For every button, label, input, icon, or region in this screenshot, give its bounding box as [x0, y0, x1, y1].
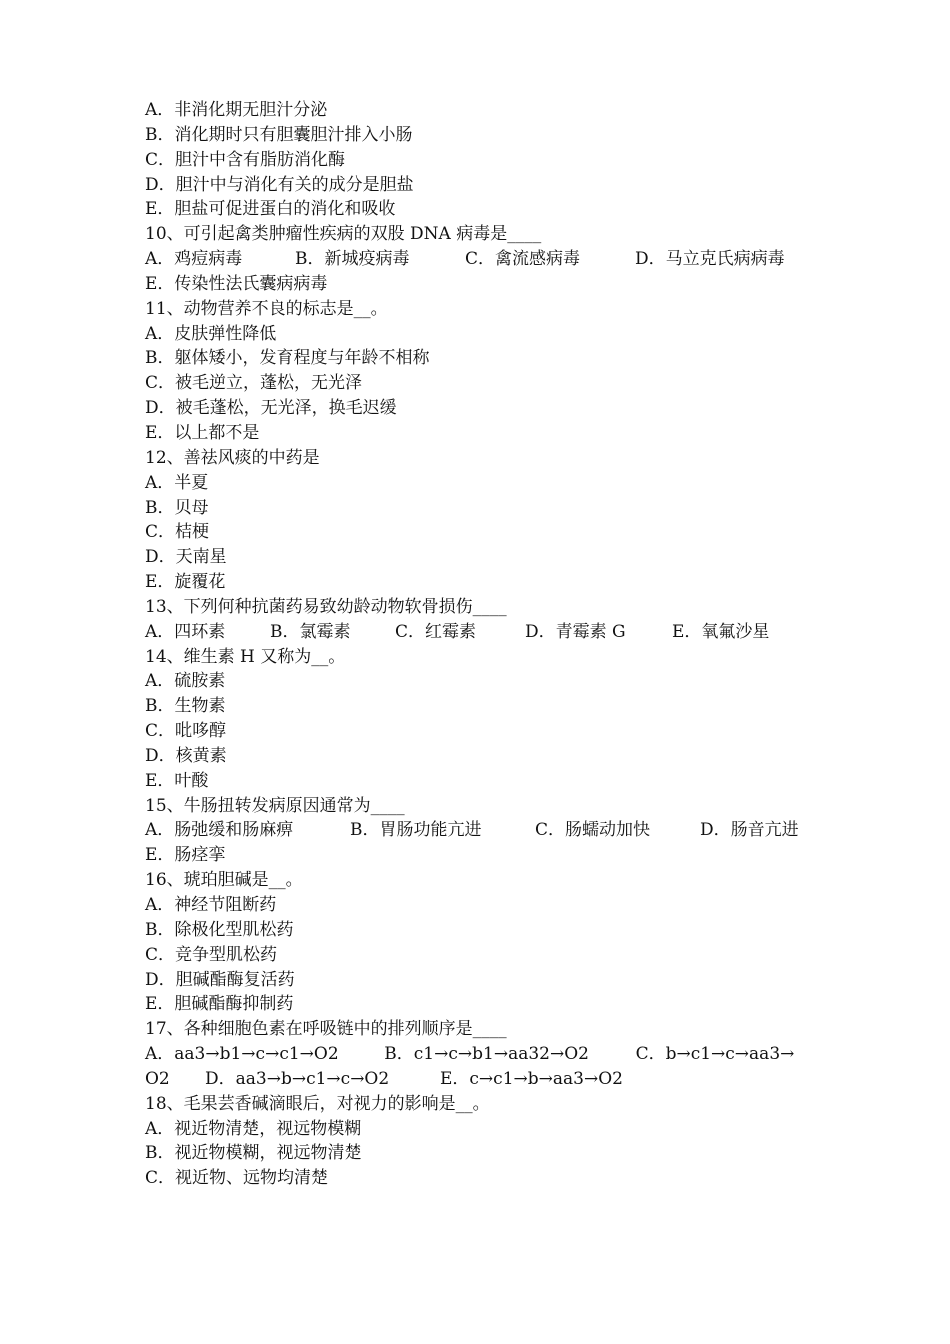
question-text: 11、动物营养不良的标志是__。 — [145, 298, 388, 319]
option-text: B．氯霉素 — [270, 621, 351, 642]
option-text: E．传染性法氏囊病病毒 — [145, 273, 328, 294]
options-row — [145, 1067, 825, 1092]
option-text: E．以上都不是 — [145, 422, 260, 443]
option-text: A．非消化期无胆汁分泌 — [145, 100, 328, 120]
option-text: B．c1→c→b1→aa32→O2 — [384, 1044, 589, 1065]
option-text: C．b→c1→c→aa3→ — [635, 1044, 795, 1065]
option-text: D．胆碱酯酶复活药 — [145, 969, 295, 990]
option-text: C．视近物、远物均清楚 — [145, 1168, 329, 1189]
question-text: 18、毛果芸香碱滴眼后，对视力的影响是__。 — [145, 1093, 490, 1114]
option-text: B．新城疫病毒 — [295, 249, 410, 270]
option-text: D．核黄素 — [145, 745, 227, 766]
option-text: B．消化期时只有胆囊胆汁排入小肠 — [145, 124, 413, 145]
option-text: C．竞争型肌松药 — [145, 944, 278, 965]
option-text: D．马立克氏病病毒 — [635, 249, 785, 270]
option-text: C．肠蠕动加快 — [535, 820, 651, 841]
option-text: C．被毛逆立，蓬松，无光泽 — [145, 373, 363, 394]
option-text: B．除极化型肌松药 — [145, 919, 294, 940]
option-text: A．硫胺素 — [145, 671, 226, 692]
option-text: D．青霉素 G — [525, 621, 626, 642]
option-text: E．胆盐可促进蛋白的消化和吸收 — [145, 199, 396, 220]
question-text: 17、各种细胞色素在呼吸链中的排列顺序是____ — [145, 1019, 507, 1040]
option-text: D．aa3→b→c1→c→O2 — [205, 1068, 390, 1089]
document-page — [145, 98, 825, 1191]
option-text: E．叶酸 — [145, 770, 209, 791]
option-text: A．皮肤弹性降低 — [145, 323, 277, 344]
options-row — [145, 1042, 825, 1067]
option-text: B．胃肠功能亢进 — [350, 820, 482, 841]
option-text: C．吡哆醇 — [145, 721, 227, 742]
option-text: E．胆碱酯酶抑制药 — [145, 994, 294, 1015]
option-text: D．天南星 — [145, 547, 227, 568]
options-row — [145, 620, 825, 645]
option-text: A．半夏 — [145, 472, 209, 493]
option-text: B．视近物模糊，视远物清楚 — [145, 1143, 362, 1164]
options-row — [145, 818, 825, 843]
option-text: E．旋覆花 — [145, 572, 226, 593]
question-text: 10、可引起禽类肿瘤性疾病的双股 DNA 病毒是____ — [145, 224, 542, 245]
option-text: E．肠痉挛 — [145, 845, 226, 866]
option-text: E．c→c1→b→aa3→O2 — [440, 1068, 623, 1089]
option-text: C．禽流感病毒 — [465, 249, 581, 270]
question-text: 13、下列何种抗菌药易致幼龄动物软骨损伤____ — [145, 596, 507, 617]
option-text: B．躯体矮小，发育程度与年龄不相称 — [145, 348, 430, 369]
option-text: C．桔梗 — [145, 522, 210, 543]
option-text: A．四环素 — [145, 621, 226, 642]
option-text: B．贝母 — [145, 497, 209, 518]
option-text: A．鸡痘病毒 — [145, 249, 243, 270]
question-text: 15、牛肠扭转发病原因通常为____ — [145, 795, 405, 816]
option-text: E．氧氟沙星 — [672, 621, 770, 642]
options-row — [145, 247, 825, 272]
option-text: A．aa3→b1→c→c1→O2 — [145, 1044, 339, 1065]
option-text: C．红霉素 — [395, 621, 477, 642]
option-text: C．胆汁中含有脂肪消化酶 — [145, 149, 346, 170]
option-text: D．被毛蓬松，无光泽，换毛迟缓 — [145, 398, 397, 419]
question-text: 14、维生素 H 又称为__。 — [145, 646, 346, 667]
question-text: 16、琥珀胆碱是__。 — [145, 870, 303, 891]
option-text: B．生物素 — [145, 696, 226, 717]
question-text: 12、善祛风痰的中药是 — [145, 447, 320, 468]
option-text: O2 — [145, 1068, 170, 1089]
option-text: A．视近物清楚，视远物模糊 — [145, 1118, 362, 1139]
option-text: D．胆汁中与消化有关的成分是胆盐 — [145, 174, 414, 195]
option-text: A．肠弛缓和肠麻痹 — [145, 820, 294, 841]
option-text: A．神经节阻断药 — [145, 895, 277, 915]
option-text: D．肠音亢进 — [700, 820, 799, 841]
